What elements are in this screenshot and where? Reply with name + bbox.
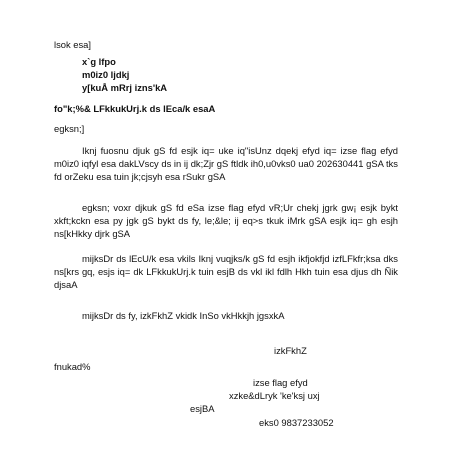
recipient-state: y[kuÅ mRrj izns'kA <box>82 82 168 93</box>
applicant-name: izse flag efyd <box>253 377 308 388</box>
body-paragraph: egksn; voxr djkuk gS fd eSa izse flag efyd vR;Ur chekj jgrk gw¡ esjk bykt xkft;kckn esa py jgk gS bykt ds fy, le;&le; ij eq>s tkuk iMrk gSA esjk iq= gh esjh ns[kHkky djrk gSA <box>54 202 398 240</box>
body-paragraph: Iknj fuosnu djuk gS fd esjk iq= uke iq"isUnz dqekj efyd iq= izse flag efyd m0iz0 iqfyl esa dakLVscy ds in ij dk;Zjr gS ftldk ih0,u0vks0 ua0 202630441 gSA tks fd orZeku esa tuin jk;cjsyh esa rSukr gSA <box>54 145 398 183</box>
body-paragraph: mijksDr ds fy, izkFkhZ vkidk InSo vkHkkjh jgsxkA <box>82 310 285 321</box>
address-line-village: xzke&dLryk 'ke'ksj uxj <box>229 390 320 401</box>
salutation: lsok esa] <box>54 39 91 50</box>
recipient-office: m0iz0 ljdkj <box>82 69 130 80</box>
greeting: egksn;] <box>54 123 85 134</box>
address-line-city: esjBA <box>190 403 215 414</box>
body-paragraph: mijksDr ds lEcU/k esa vkils Iknj vuqjks/k gS fd esjh ikfjokfjd izfLFkfr;ksa dks ns[krs gq, esjs iq= dk LFkkukUrj.k tuin esjB ds vkl ikl fdlh Hkh tuin esa djus dh Ñik djsaA <box>54 253 398 291</box>
subject-line: fo"k;%& LFkkukUrj.k ds lEca/k esaA <box>54 103 216 114</box>
mobile-number: eks0 9837233052 <box>259 417 334 428</box>
applicant-label: izkFkhZ <box>274 345 307 356</box>
recipient-name: x`g lfpo <box>82 56 116 67</box>
date-label: fnukad% <box>54 361 91 372</box>
